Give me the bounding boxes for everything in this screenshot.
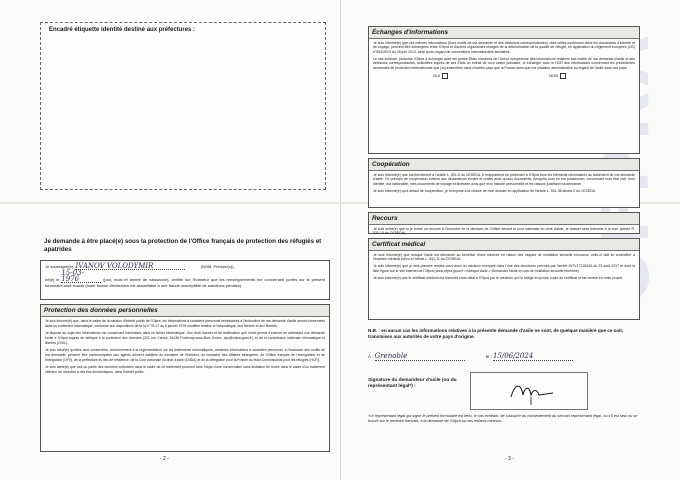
exchange-yes-checkbox[interactable] [442, 73, 448, 79]
exchange-p1: Je suis informé(e) que ces mêmes informations (hors motifs de ma demande et des décisions correspondantes), dont celles contenues dans les documents d'identité et de voyage, peuvent être échangées entre l'Ofpra et d'autres organismes chargés de la détermination de la qualité de réfugié, en application du règlement européen (UE) n°604/2013 du 26 juin 2013, ainsi qu'au regard de conventions internationales similaires. [373, 41, 635, 54]
exchange-yes-label: OUI [433, 73, 441, 78]
name-hint: (NOM, Prénom(s)), [200, 264, 235, 269]
notice-text: N.B. : en aucun cas les informations relatives à la présente demande d'asile ne sont, de quelque manière que ce soit, transmises aux autorités de votre pays d'origine. [368, 328, 624, 339]
request-body: (jour, mois et année de naissance), certifie sur l'honneur que les renseignements me concernant portés sur le présent formulaire sont exacts (toute fausse déclaration est assimilable à une fraude susceptible de sanctions pénales). [45, 277, 325, 288]
signature-area[interactable] [470, 372, 588, 410]
signature-footnote: *Le représentant légal qui signe le présent formulaire est tenu, le cas échéant, de s'assurer du consentement du second représentant légal, ou s'il est seul ou se trouve sur le territoire français, à la demande de l'Ofpra ou ses enfants mineurs. [368, 414, 638, 423]
data-protection-p2: Je dispose au sujet des informations me concernant transmises dans ce fichier informatique, d'un droit d'accès et de rectification qu'il m'est permis d'exercer en adressant une demande écrite à l'Ofpra auprès du délégué à la protection des données (201 rue Carnot, 94136 Fontenay-sous-Bois Cedex, dpo@ofpra.gouv.fr), et de la commission nationale informatique et libertés (CNIL). [45, 331, 325, 345]
signatory-name[interactable]: IVANOV VOLODYMIR [75, 263, 185, 270]
exchange-p2: Le cas échéant, j'autorise l'Ofpra à échanger avec les autres États membres de l'Union européenne des informations relatives aux motifs de ma demande d'asile et des décisions correspondantes, sollicitées auprès de ces États un extrait de mon casier judiciaire, et échanger avec le HCR des informations concernant les précédentes demandes de protection internationale que j'ai présentées dans d'autres pays que la France ainsi que ma situation administrative au regard de l'asile dans ces pays. [373, 56, 635, 70]
exchange-no-checkbox[interactable] [560, 73, 566, 79]
data-protection-p1: Je suis informé(e) que, dans le cadre de la mission d'intérêt public de l'Ofpra, les informations à caractère personnel nécessaires à l'instruction de ma demande d'asile seront conservées dans un traitement informatique, conforme aux dispositions de la loi n°78-17 du 6 janvier 1978 modifiée relative à l'informatique, aux fichiers et aux libertés. [45, 319, 325, 328]
exchange-no-label: NON [549, 73, 559, 78]
medical-box [368, 238, 640, 320]
cooperation-p2: Je suis informé(e) qu'à défaut de coopération, je m'expose à la clôture de mon dossier en application de l'article L. 531-38 alinéa 2 du CESEDA. [373, 188, 597, 193]
signature-date-label: le : [485, 354, 492, 359]
data-protection-p4: Je suis avisé(e) que tout ou partie des données collectées dans le cadre de ce traitement pourront faire l'objet d'une conservation sans limitation de durée dans le cadre d'un traitement ultérieur de données à des fins archivistiques, dans l'intérêt public. [45, 364, 325, 374]
signature-place[interactable]: Grenoble [375, 352, 465, 361]
medical-title: Certificat médical [369, 239, 639, 251]
cooperation-box [368, 158, 640, 208]
exchange-box [368, 26, 640, 154]
signature-label: Signature du demandeur d'asile (ou du représentant légal*) : [368, 378, 457, 389]
data-protection-p3: Je suis avisé(e) qu'elles sont conservées, conformément à la réglementation sur les traitements informatiques, certaines informations à caractère personnel, à l'exclusion des motifs de ma demande, peuvent être communiquées aux agents dûment habilités du ministère de l'intérieur, du ministère des Affaires étrangères, de l'Office français de l'immigration et de l'intégration (OFII), de la préfecture du lieu de résidence, de la Cour nationale du droit d'asile (CNDA) et de la délégation pour la France du Haut Commissariat pour les réfugiés (HCR). [45, 347, 325, 362]
cooperation-p1: Je suis informé(e) que conformément à l'article L. 531-5 du CESEDA, il m'appartient de présenter à l'Ofpra tous les éléments nécessaires au traitement de ma demande d'asile. Ce principe de coopération s'étend aux déclarations écrites et orales ainsi qu'aux documents, lorsqu'ils sont en ma possession, concernant mon état civil, mon identité, ma nationalité, mes documents de voyage et itinéraire ainsi que mon histoire personnelle et les raisons justifiant ma demande. [373, 173, 635, 186]
request-title: Je demande à être placé(e) sous la protection de l'Office français de protection des réfugiés et apatrides [44, 238, 322, 253]
signature-at-label: À : [368, 354, 374, 359]
signatory-label: Je soussigné(e), [45, 264, 75, 269]
born-label: né(e) le [45, 277, 60, 282]
request-box [40, 260, 330, 300]
recourse-title: Recours [369, 213, 639, 225]
recourse-p1: Je suis avisé(e) que si je forme un recours à l'encontre de la décision de l'Office devant la cour nationale du droit d'asile, le dossier sera transmis à la cour (article R. 532-13 du CESEDA). [373, 227, 635, 236]
signature-date[interactable]: 15/06/2024 [493, 352, 573, 361]
birth-date[interactable]: 15-03-1976 [61, 270, 101, 283]
handwritten-signature [471, 373, 587, 409]
medical-p2: Je suis informé(e) que je dois prendre rendez-vous avec un médecin exerçant dans l'une des structures prévues par l'arrêté INTV1721843A du 23 août 2017 et dont la liste figure sur le site internet de l'Ofpra (www.ofpra.gouv.fr / rubrique Asile > Demander l'asile en cas de mutilation sexuelle féminine). [373, 264, 635, 273]
page-number-left: - 2 - [160, 456, 169, 462]
cooperation-title: Coopération [369, 159, 639, 171]
exchange-title: Échanges d'informations [369, 27, 639, 39]
data-protection-title: Protection des données personnelles [41, 305, 329, 317]
medical-p1: Je suis informé(e) que lorsque l'asile est demandé au bénéfice d'une mineure en raison des risques de mutilation sexuelle encourus, celle-ci doit se soumettre à l'examen médical prévu à l'article L. 531-11 du CESEDA. [373, 253, 635, 262]
medical-p3: Je suis informé(e) que le certificat médical est transmis sans délai à l'Ofpra par le médecin qui l'a rédigé et qu'une copie du certificat m'est remise en main propre. [373, 275, 624, 280]
label-box [40, 22, 326, 190]
label-box-title: Encadré étiquette identité destiné aux préfectures : [49, 27, 196, 33]
recourse-box [368, 212, 640, 234]
signature-place-row [368, 352, 640, 361]
page-number-right: - 3 - [505, 456, 514, 462]
data-protection-box [40, 304, 330, 452]
